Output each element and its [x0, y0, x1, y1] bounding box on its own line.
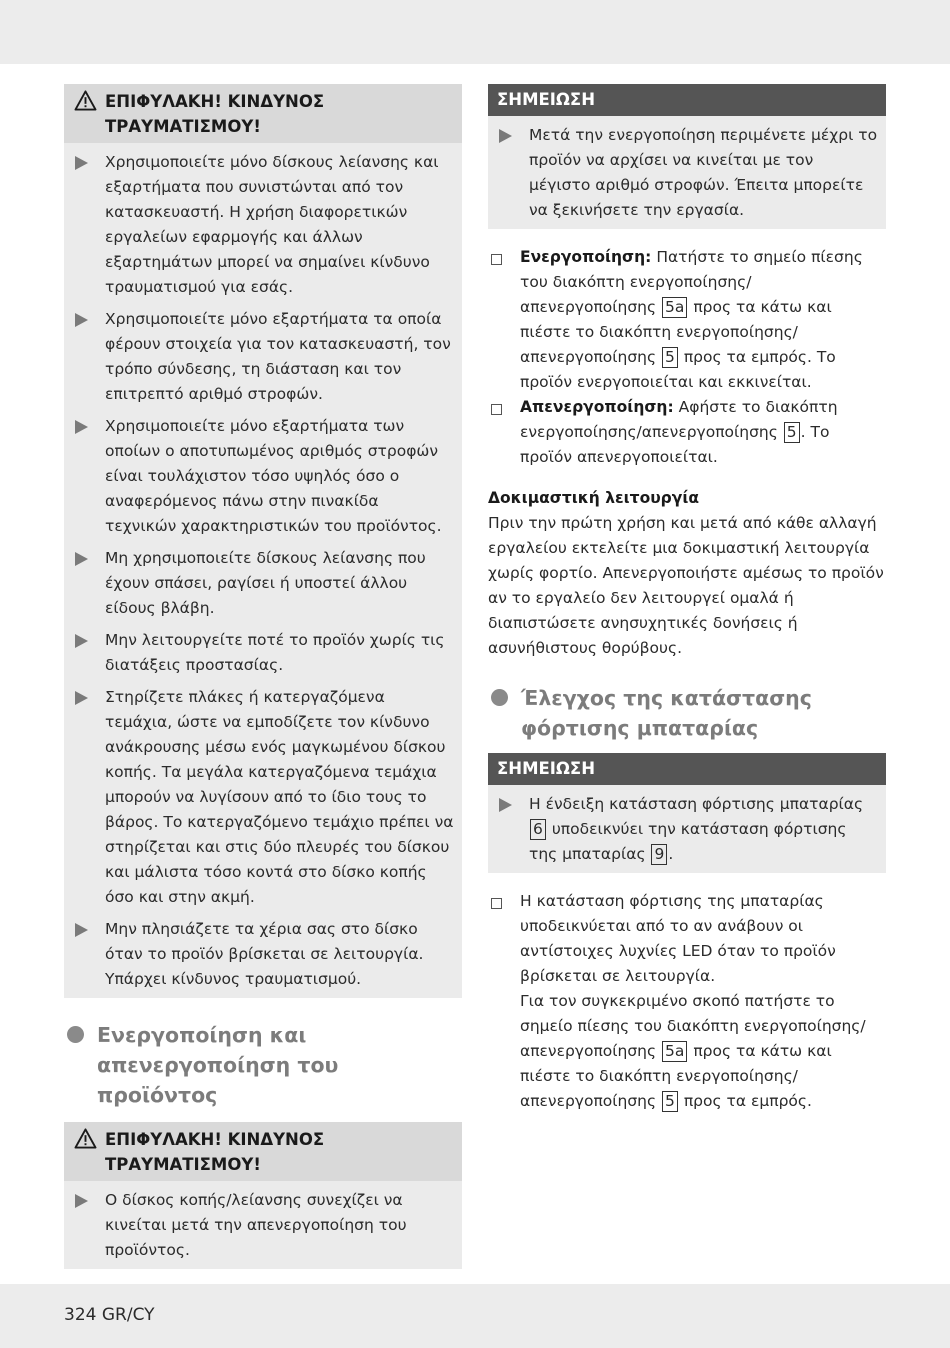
step-check-charge — [488, 889, 886, 1114]
step-text: προς τα εμπρός. Το προϊόν ενεργοποιείται και εκκινείται. — [520, 348, 836, 391]
part-reference: 9 — [651, 844, 667, 865]
warning-box-injury-2 — [64, 1122, 462, 1269]
bullet-triangle-icon — [75, 691, 88, 705]
part-reference: 5 — [662, 1091, 678, 1112]
warning-item — [64, 414, 462, 539]
part-reference: 5 — [662, 347, 678, 368]
part-reference: 5 — [784, 422, 800, 443]
note-item — [488, 792, 886, 867]
part-reference: 5a — [662, 1041, 687, 1062]
bullet-triangle-icon — [499, 129, 512, 143]
step-switch-off — [488, 395, 886, 470]
step-switch-on — [488, 245, 886, 395]
note-item-text: . — [668, 845, 674, 863]
warning-item-text: Μην πλησιάζετε τα χέρια σας στο δίσκο όταν το προϊόν βρίσκεται σε λειτουργία. Υπάρχει κίνδυνος τραυματισμού. — [105, 920, 424, 988]
bullet-triangle-icon — [75, 923, 88, 937]
warning-item-text: Στηρίζετε πλάκες ή κατεργαζόμενα τεμάχια, ώστε να εμποδίζετε τον κίνδυνο ανάκρουσης μέσω ενός μαγκωμένου δίσκου κοπής. Τα μεγάλα κατεργαζόμενα τεμάχια μπορούν να λυγίσουν από το ίδιο τους το βάρος. Το κατεργαζόμενο τεμάχιο πρέπει να στηρίζεται και στις δύο πλευρές του δίσκου και μάλιστα τόσο κοντά στο δίσκο κοπής όσο και στην ακμή. — [105, 688, 454, 906]
note-item-text: Η ένδειξη κατάσταση φόρτισης μπαταρίας — [529, 795, 864, 813]
step-text: Πατήστε το σημείο πίεσης του διακόπτη ενεργοποίησης/ απενεργοποίησης — [520, 248, 863, 316]
warning-title: ΕΠΙΦΥΛΑΚΗ! ΚΙΝΔΥΝΟΣ ΤΡΑΥΜΑΤΙΣΜΟΥ! — [105, 1130, 325, 1174]
checkbox-bullet-icon — [491, 404, 502, 415]
section-heading-text: Ενεργοποίηση και απενεργοποίηση του προϊόντος — [97, 1023, 339, 1107]
warning-item-text: Ο δίσκος κοπής/λείανσης συνεχίζει να κινείται μετά την απενεργοποίηση του προϊόντος. — [105, 1191, 407, 1259]
step-label: Ενεργοποίηση: — [520, 248, 652, 266]
warning-item-text: Χρησιμοποιείτε μόνο εξαρτήματα τα οποία φέρουν στοιχεία για τον κατασκευαστή, τον τρόπο σύνδεσης, τη διάσταση και τον επιτρεπτό αριθμό στροφών. — [105, 310, 451, 403]
bullet-triangle-icon — [75, 634, 88, 648]
right-column — [488, 84, 886, 1114]
page-number: 324 GR/CY — [64, 1305, 155, 1325]
section-heading-power — [64, 1020, 462, 1110]
warning-item-text: Μη χρησιμοποιείτε δίσκους λείανσης που έχουν σπάσει, ραγίσει ή υποστεί άλλου είδους βλάβη. — [105, 549, 426, 617]
warning-title: ΕΠΙΦΥΛΑΚΗ! ΚΙΝΔΥΝΟΣ ΤΡΑΥΜΑΤΙΣΜΟΥ! — [105, 92, 325, 136]
warning-item — [64, 1188, 462, 1263]
warning-item — [64, 150, 462, 300]
checkbox-bullet-icon — [491, 898, 502, 909]
step-text: Η κατάσταση φόρτισης της μπαταρίας υποδεικνύεται από το αν ανάβουν οι αντίστοιχες λυχνίες LED όταν το προϊόν βρίσκεται σε λειτουργία. — [520, 892, 836, 985]
part-reference: 6 — [530, 819, 546, 840]
section-bullet-icon — [67, 1026, 84, 1043]
left-column — [64, 84, 462, 1269]
warning-triangle-icon — [74, 90, 97, 111]
note-item-text: υποδεικνύει την κατάσταση φόρτισης της μπαταρίας — [529, 820, 847, 863]
bullet-triangle-icon — [499, 798, 512, 812]
step-text: Για τον συγκεκριμένο σκοπό πατήστε το σημείο πίεσης του διακόπτη ενεργοποίησης/ απενεργοποίησης — [520, 992, 866, 1060]
bullet-triangle-icon — [75, 420, 88, 434]
bullet-triangle-icon — [75, 156, 88, 170]
test-run-text: Πριν την πρώτη χρήση και μετά από κάθε αλλαγή εργαλείου εκτελείτε μια δοκιμαστική λειτουργία χωρίς φορτίο. Απενεργοποιήστε αμέσως το προϊόν αν το εργαλείο δεν λειτουργεί ομαλά ή διαπιστώσετε ανησυχητικές δονήσεις ή ασυνήθιστους θορύβους. — [488, 514, 884, 657]
step-text: προς τα κάτω και πιέστε το διακόπτη ενεργοποίησης/ απενεργοποίησης — [520, 1042, 832, 1110]
note-box-startup — [488, 84, 886, 229]
bullet-triangle-icon — [75, 1194, 88, 1208]
note-box-battery — [488, 753, 886, 873]
step-text: . Το προϊόν απενεργοποιείται. — [520, 423, 830, 466]
section-heading-battery — [488, 683, 886, 743]
section-bullet-icon — [491, 689, 508, 706]
part-reference: 5a — [662, 297, 687, 318]
warning-item — [64, 685, 462, 910]
section-heading-text: Έλεγχος της κατάστασης φόρτισης μπαταρίας — [521, 686, 812, 740]
bullet-triangle-icon — [75, 552, 88, 566]
note-header: ΣΗΜΕΙΩΣΗ — [488, 753, 886, 785]
warning-item — [64, 628, 462, 678]
warning-triangle-icon — [74, 1128, 97, 1149]
page-top-band — [0, 0, 950, 64]
warning-item — [64, 546, 462, 621]
step-label: Απενεργοποίηση: — [520, 398, 674, 416]
warning-item-text: Χρησιμοποιείτε μόνο δίσκους λείανσης και εξαρτήματα που συνιστώνται από τον κατασκευαστή. Η χρήση διαφορετικών εργαλείων εφαρμογής και άλλων εξαρτημάτων μπορεί να σημαίνει κίνδυνο τραυματισμού για εσάς. — [105, 153, 439, 296]
warning-box-injury — [64, 84, 462, 998]
bullet-triangle-icon — [75, 313, 88, 327]
step-text: Αφήστε το διακόπτη ενεργοποίησης/απενεργοποίησης — [520, 398, 838, 441]
warning-item — [64, 917, 462, 992]
note-header: ΣΗΜΕΙΩΣΗ — [488, 84, 886, 116]
test-run-heading: Δοκιμαστική λειτουργία — [488, 489, 700, 507]
warning-item-text: Χρησιμοποιείτε μόνο εξαρτήματα των οποίων ο αποτυπωμένος αριθμός στροφών είναι τουλάχιστον τόσο υψηλός όσο ο αναφερόμενος πάνω στην πινακίδα τεχνικών χαρακτηριστικών του προϊόντος. — [105, 417, 442, 535]
note-item — [488, 123, 886, 223]
warning-header — [64, 1122, 462, 1181]
warning-item-text: Μην λειτουργείτε ποτέ το προϊόν χωρίς τις διατάξεις προστασίας. — [105, 631, 445, 674]
checkbox-bullet-icon — [491, 254, 502, 265]
step-text-block — [520, 989, 886, 1114]
step-text: προς τα εμπρός. — [683, 1092, 812, 1110]
step-text: προς τα κάτω και πιέστε το διακόπτη ενεργοποίησης/ απενεργοποίησης — [520, 298, 832, 366]
note-item-text: Μετά την ενεργοποίηση περιμένετε μέχρι το προϊόν να αρχίσει να κινείται με τον μέγιστο αριθμό στροφών. Έπειτα μπορείτε να ξεκινήσετε την εργασία. — [529, 126, 878, 219]
warning-header — [64, 84, 462, 143]
warning-item — [64, 307, 462, 407]
